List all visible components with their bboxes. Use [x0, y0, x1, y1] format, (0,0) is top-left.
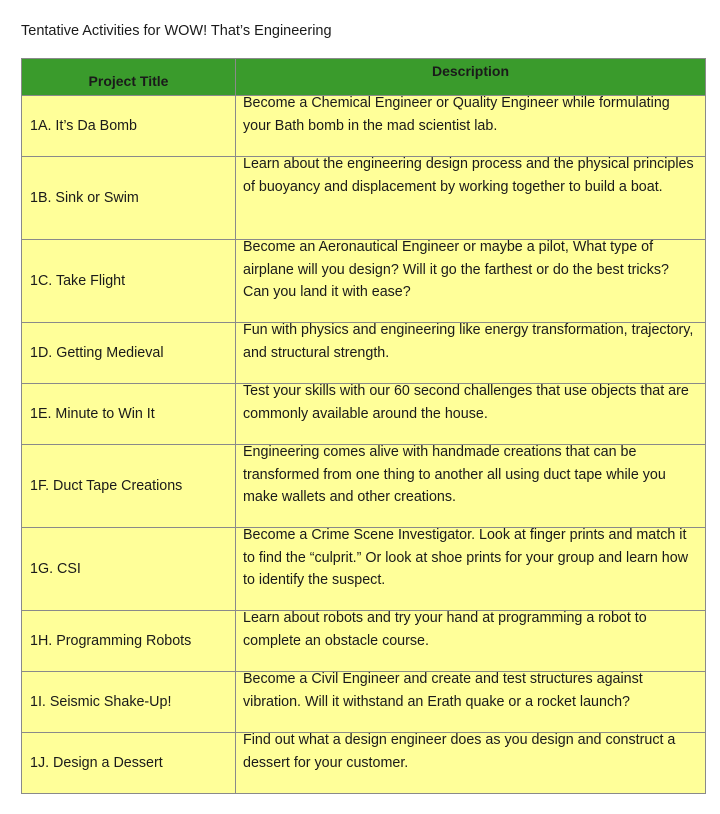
project-title-cell: 1E. Minute to Win It: [22, 384, 236, 445]
description-cell: [236, 445, 706, 528]
table-row: [22, 611, 706, 672]
description-text: Learn about the engineering design process and the physical principles of buoyancy and displacement by working together to build a boat.: [243, 156, 694, 195]
description-cell: [236, 384, 706, 445]
description-text: Become a Crime Scene Investigator. Look at finger prints and match it to find the “culprit.” Or look at shoe prints for your group and learn how to identify the suspect.: [243, 527, 689, 588]
description-cell: [236, 96, 706, 157]
description-cell: [236, 157, 706, 240]
description-text: Learn about robots and try your hand at programming a robot to complete an obstacle course.: [243, 610, 647, 649]
project-title-cell: 1I. Seismic Shake-Up!: [22, 672, 236, 733]
project-title-cell: 1H. Programming Robots: [22, 611, 236, 672]
description-cell: [236, 240, 706, 323]
project-title-cell: 1D. Getting Medieval: [22, 323, 236, 384]
description-text: Become an Aeronautical Engineer or maybe a pilot, What type of airplane will you design? Will it go the farthest or do the best tricks? Can you land it with ease?: [243, 239, 669, 300]
table-row: [22, 733, 706, 794]
table-row: [22, 323, 706, 384]
description-cell: [236, 672, 706, 733]
description-cell: [236, 733, 706, 794]
project-title-cell: 1A. It’s Da Bomb: [22, 96, 236, 157]
table-row: [22, 384, 706, 445]
project-title-cell: 1B. Sink or Swim: [22, 157, 236, 240]
table-header-row: [22, 59, 706, 96]
description-text: Test your skills with our 60 second challenges that use objects that are commonly available around the house.: [243, 383, 689, 422]
document-title: Tentative Activities for WOW! That’s Engineering: [21, 23, 332, 39]
table-row: [22, 240, 706, 323]
description-cell: [236, 323, 706, 384]
project-title-cell: 1C. Take Flight: [22, 240, 236, 323]
description-text: Become a Civil Engineer and create and test structures against vibration. Will it withstand an Erath quake or a rocket launch?: [243, 671, 643, 710]
column-header-description: Description: [236, 59, 706, 96]
project-title-cell: 1J. Design a Dessert: [22, 733, 236, 794]
description-text: Fun with physics and engineering like energy transformation, trajectory, and structural strength.: [243, 322, 694, 361]
table-row: [22, 445, 706, 528]
table-row: [22, 528, 706, 611]
table-row: [22, 672, 706, 733]
description-text: Find out what a design engineer does as you design and construct a dessert for your customer.: [243, 732, 676, 771]
activities-table: [21, 58, 706, 794]
description-text: Become a Chemical Engineer or Quality Engineer while formulating your Bath bomb in the mad scientist lab.: [243, 95, 670, 134]
description-cell: [236, 611, 706, 672]
description-text: Engineering comes alive with handmade creations that can be transformed from one thing to another all using duct tape while you make wallets and other creations.: [243, 444, 666, 505]
column-header-project-title: Project Title: [22, 59, 236, 96]
table-row: [22, 96, 706, 157]
table-row: [22, 157, 706, 240]
project-title-cell: 1F. Duct Tape Creations: [22, 445, 236, 528]
project-title-cell: 1G. CSI: [22, 528, 236, 611]
description-cell: [236, 528, 706, 611]
